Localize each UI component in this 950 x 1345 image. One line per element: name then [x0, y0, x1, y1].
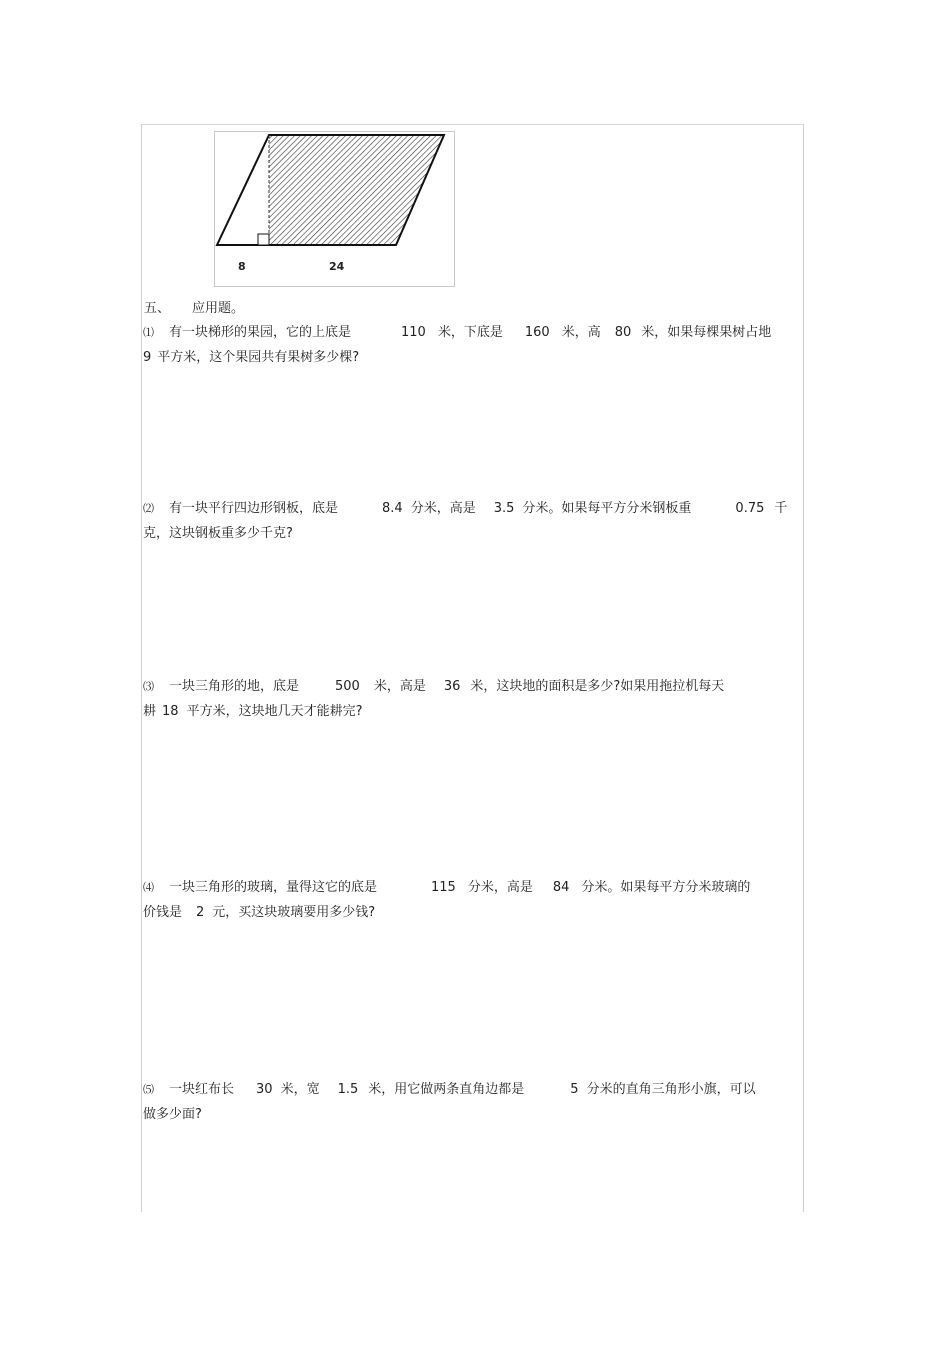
- question-4: [143, 875, 803, 925]
- value: 1.5: [337, 1082, 359, 1097]
- parallelogram-figure: [214, 131, 456, 288]
- question-2: [143, 496, 803, 546]
- question-1: [143, 320, 803, 370]
- question-text: 一块红布长: [169, 1082, 235, 1097]
- question-number: ⑷: [143, 881, 154, 894]
- value: 8.4: [382, 501, 403, 516]
- frame-top-border: [141, 124, 804, 125]
- value: 0.75: [735, 501, 765, 516]
- question-5: [143, 1077, 803, 1127]
- question-text: 一块三角形的玻璃，量得这它的底是: [169, 880, 378, 895]
- question-text: 千: [774, 501, 788, 516]
- question-text: 分米。如果每平方分米钢板重: [522, 501, 692, 516]
- shaded-region: [269, 135, 444, 245]
- value: 2: [196, 905, 205, 920]
- question-text: 分米，高是: [467, 880, 533, 895]
- question-text: 做多少面?: [143, 1107, 202, 1122]
- question-text: 平方米，这块地几天才能耕完?: [186, 704, 363, 719]
- value: 30: [256, 1082, 273, 1097]
- question-line: [143, 900, 803, 925]
- question-line: [143, 496, 803, 521]
- value: 18: [162, 704, 179, 719]
- section-number: 五、: [144, 301, 171, 316]
- question-text: 有一块梯形的果园，它的上底是: [169, 325, 352, 340]
- section-heading: [144, 297, 244, 316]
- value: 500: [335, 679, 360, 694]
- question-number: ⑵: [143, 502, 154, 515]
- question-number: ⑸: [143, 1083, 154, 1096]
- value: 5: [570, 1082, 579, 1097]
- question-line: [143, 320, 803, 345]
- question-text: 价钱是: [143, 905, 183, 920]
- value: 9: [143, 350, 152, 365]
- value: 3.5: [493, 501, 515, 516]
- question-3: [143, 674, 803, 724]
- value: 36: [443, 679, 461, 694]
- question-text: 分米的直角三角形小旗，可以: [586, 1082, 756, 1097]
- value: 110: [401, 325, 426, 340]
- frame-right-border: [803, 124, 804, 1212]
- value: 160: [524, 325, 550, 340]
- section-title: 应用题。: [192, 301, 245, 316]
- question-text: 分米，高是: [410, 501, 476, 516]
- question-text: 耕: [143, 704, 157, 719]
- question-text: 一块三角形的地，底是: [169, 679, 300, 694]
- question-line: [143, 1077, 803, 1102]
- label-base-left: 8: [238, 260, 246, 273]
- question-text: 元，买这块玻璃要用多少钱?: [212, 905, 376, 920]
- question-line: [143, 521, 803, 546]
- question-text: 有一块平行四边形钢板，底是: [169, 501, 339, 516]
- frame-left-border: [141, 124, 142, 1212]
- right-angle-mark: [258, 234, 269, 245]
- question-text: 米，高: [561, 325, 601, 340]
- question-line: [143, 699, 803, 724]
- question-text: 米，用它做两条直角边都是: [368, 1082, 525, 1097]
- value: 80: [614, 325, 632, 340]
- question-line: [143, 1102, 803, 1127]
- question-text: 克，这块钢板重多少千克?: [143, 526, 293, 541]
- question-text: 平方米，这个果园共有果树多少棵?: [157, 350, 360, 365]
- question-text: 分米。如果每平方分米玻璃的: [581, 880, 751, 895]
- value: 84: [552, 880, 570, 895]
- question-text: 米，这块地的面积是多少?如果用拖拉机每天: [470, 679, 725, 694]
- question-text: 米，宽: [280, 1082, 320, 1097]
- question-text: 米，下底是: [437, 325, 503, 340]
- value: 115: [431, 880, 456, 895]
- question-line: [143, 875, 803, 900]
- question-number: ⑶: [143, 680, 154, 693]
- label-base-right: 24: [329, 260, 345, 273]
- question-line: [143, 345, 803, 370]
- question-text: 米，如果每棵果树占地: [641, 325, 772, 340]
- question-text: 米，高是: [373, 679, 426, 694]
- question-line: [143, 674, 803, 699]
- question-number: ⑴: [143, 326, 154, 339]
